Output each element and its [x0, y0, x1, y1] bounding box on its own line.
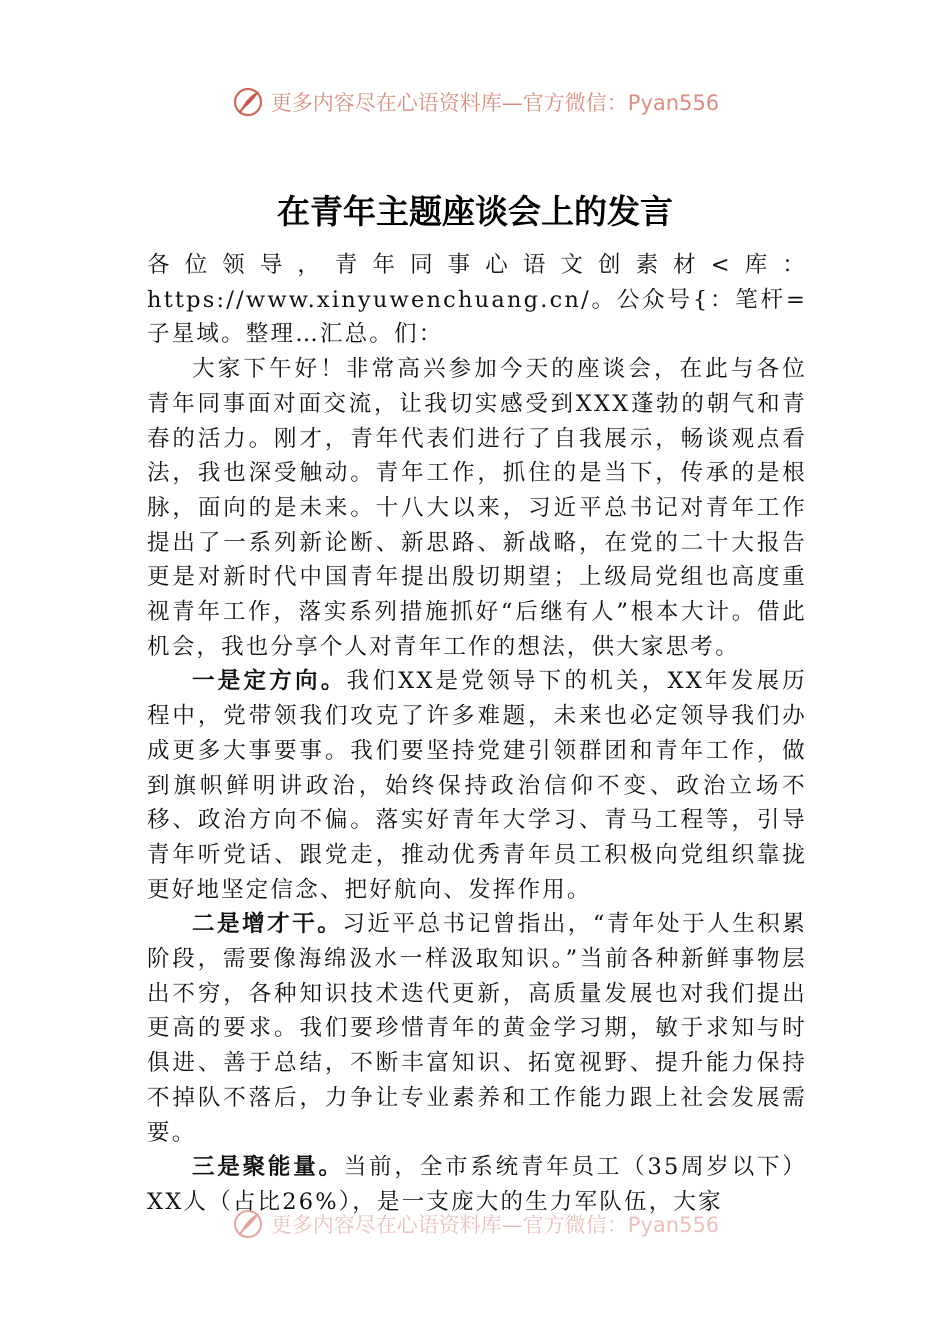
- feather-pen-icon: [231, 1207, 265, 1241]
- greeting-paragraph: 各位领导，青年同事心语文创素材<库：https://www.xinyuwenchuang.cn/。公众号{：笔杆=子星域。整理…汇总。们：: [147, 252, 807, 348]
- document-title: 在青年主题座谈会上的发言: [277, 192, 673, 231]
- feather-pen-icon: [231, 85, 265, 119]
- watermark-text: 更多内容尽在心语资料库—官方微信：Pyan556: [270, 91, 720, 115]
- intro-paragraph: 大家下午好！非常高兴参加今天的座谈会，在此与各位青年同事面对面交流，让我切实感受到XXX蓬勃的朝气和青春的活力。刚才，青年代表们进行了自我展示，畅谈观点看法，我也深受触动。青年工作，抓住的是当下，传承的是根脉，面向的是未来。十八大以来，习近平总书记对青年工作提出了一系列新论断、新思路、新战略，在党的二十大报告更是对新时代中国青年提出殷切期望；上级局党组也高度重视青年工作，落实系列措施抓好“后继有人”根本大计。借此机会，我也分享个人对青年工作的想法，供大家思考。: [147, 356, 807, 660]
- section-3-lead: 三是聚能量。: [192, 1154, 344, 1181]
- watermark-banner-top: [0, 82, 950, 122]
- section-3-body: 当前，全市系统青年员工（35周岁以下）XX人（占比26%），是一支庞大的生力军队伍，大家: [147, 1154, 808, 1215]
- section-2-lead: 二是增才干。: [192, 911, 343, 938]
- section-2-paragraph: [147, 907, 807, 1150]
- document-body: [147, 248, 807, 1220]
- section-1-body: 我们XX是党领导下的机关，XX年发展历程中，党带领我们攻克了许多难题，未来也必定领导我们办成更多大事要事。我们要坚持党建引领群团和青年工作，做到旗帜鲜明讲政治，始终保持政治信仰不变、政治立场不移、政治方向不偏。落实好青年大学习、青马工程等，引导青年听党话、跟党走，推动优秀青年员工积极向党组织靠拢更好地坚定信念、把好航向、发挥作用。: [147, 668, 808, 903]
- watermark-text-bottom: 更多内容尽在心语资料库—官方微信：Pyan556: [270, 1213, 720, 1237]
- watermark-banner-bottom: [0, 1204, 950, 1244]
- section-1-lead: 一是定方向。: [192, 668, 347, 695]
- section-1-paragraph: [147, 664, 807, 907]
- section-2-body: 习近平总书记曾指出，“青年处于人生积累阶段，需要像海绵汲水一样汲取知识。”当前各种新鲜事物层出不穷，各种知识技术迭代更新，高质量发展也对我们提出更高的要求。我们要珍惜青年的黄金学习期，敏于求知与时俱进、善于总结，不断丰富知识、拓宽视野、提升能力保持不掉队不落后，力争让专业素养和工作能力跟上社会发展需要。: [147, 911, 807, 1146]
